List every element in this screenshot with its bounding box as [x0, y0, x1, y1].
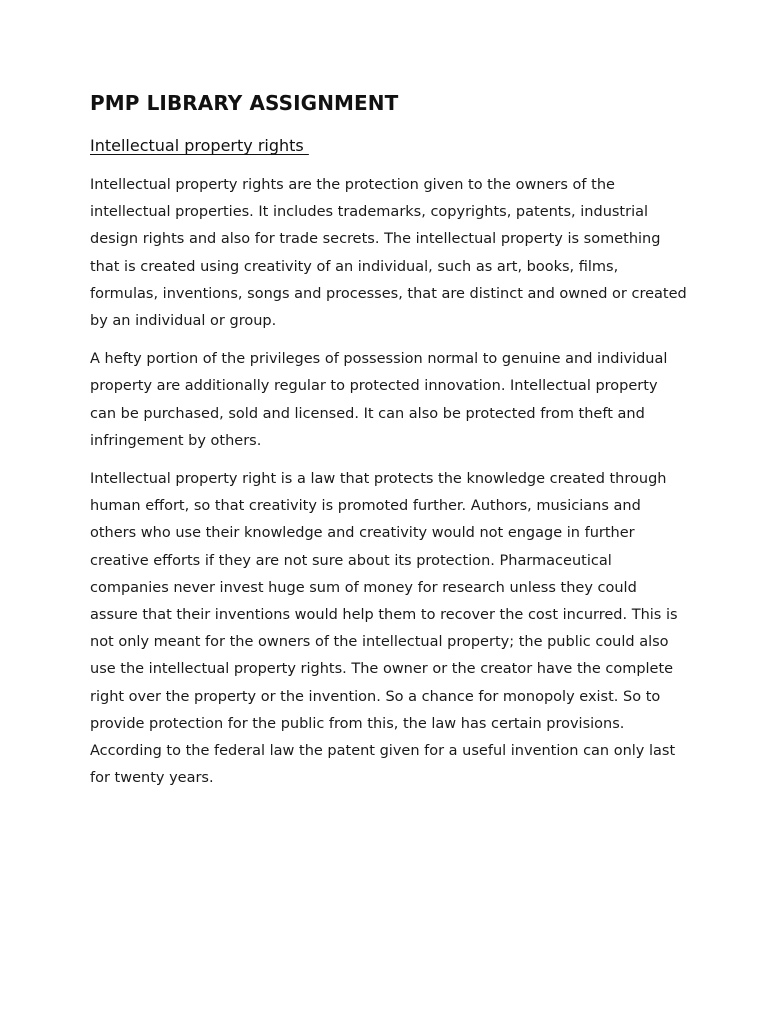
paragraph-3: Intellectual property right is a law that protects the knowledge created through human effort, so that creativity is promoted further. Authors, musicians and others who use their knowledge and creativity would not engage in further creative efforts if they are not sure about its protection. Pharmaceutical companies never invest huge sum of money for research unless they could assure that their inventions would help them to recover the cost incurred. This is not only meant for the owners of the intellectual property; the public could also use the intellectual property rights. The owner or the creator have the complete right over the property or the invention. So a chance for monopoly exist. So to provide protection for the public from this, the law has certain provisions. According to the federal law the patent given for a useful invention can only last for twenty years. [90, 471, 678, 787]
document-title: PMP LIBRARY ASSIGNMENT [90, 91, 399, 115]
paragraph-1: Intellectual property rights are the protection given to the owners of the intellectual properties. It includes trademarks, copyrights, patents, industrial design rights and also for trade secrets. The intellectual property is something that is created using creativity of an individual, such as art, books, films, formulas, inventions, songs and processes, that are distinct and owned or created by an individual or group. [90, 177, 687, 330]
paragraph-2: A hefty portion of the privileges of possession normal to genuine and individual property are additionally regular to protected innovation. Intellectual property can be purchased, sold and licensed. It can also be protected from theft and infringement by others. [90, 351, 668, 449]
section-heading: Intellectual property rights [90, 136, 309, 155]
